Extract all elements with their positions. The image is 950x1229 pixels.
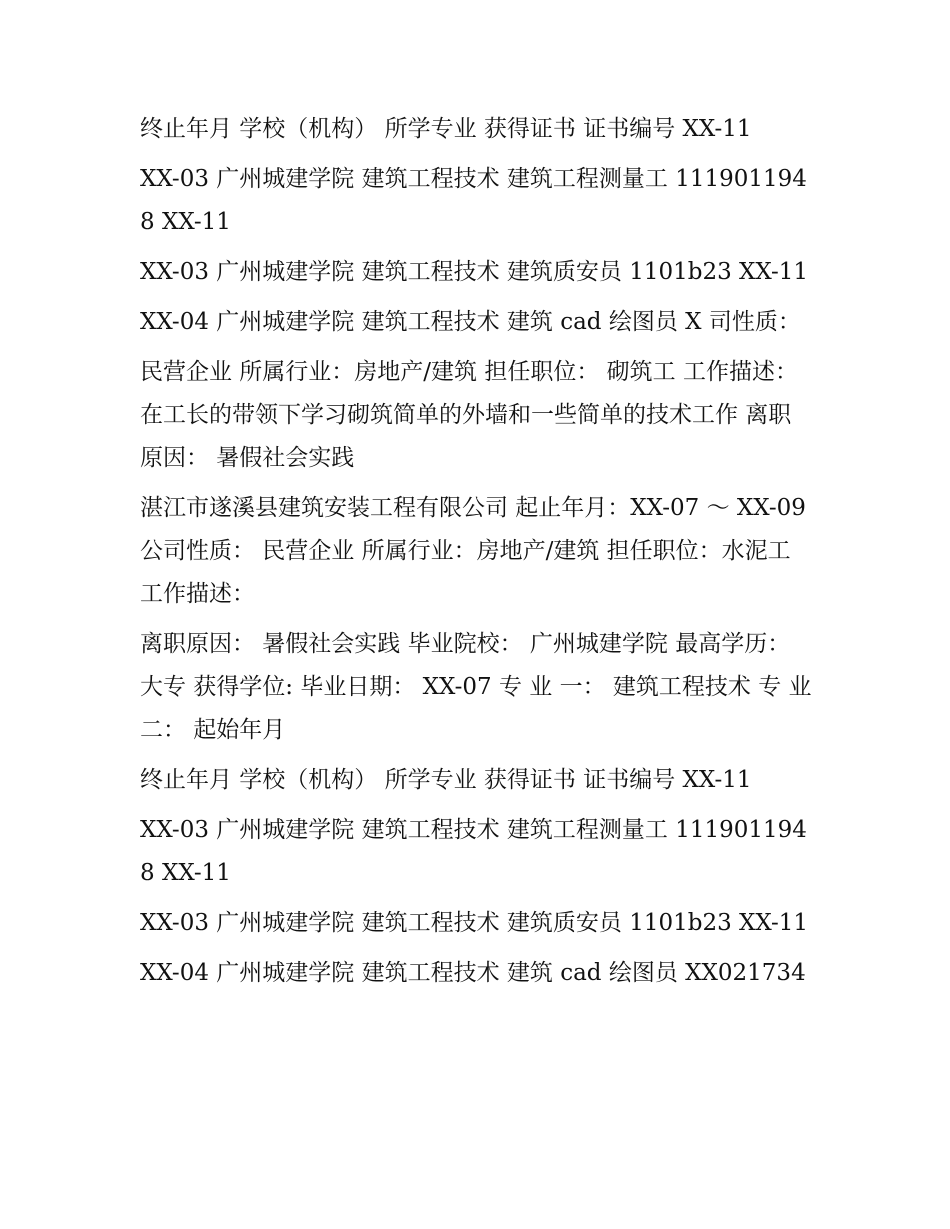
- paragraph-education-row-1-repeat: XX-03 广州城建学院 建筑工程技术 建筑工程测量工 1119011948 XX-11: [140, 817, 807, 886]
- paragraph-education-row-2-repeat: XX-03 广州城建学院 建筑工程技术 建筑质安员 1101b23 XX-11: [140, 910, 809, 936]
- document-body: [140, 108, 812, 1002]
- paragraph-education-row-3: XX-04 广州城建学院 建筑工程技术 建筑 cad 绘图员 X 司性质：: [140, 309, 801, 335]
- paragraph-education-header-repeat: 终止年月 学校（机构） 所学专业 获得证书 证书编号 XX-11: [140, 767, 752, 793]
- paragraph-education-row-3-repeat: XX-04 广州城建学院 建筑工程技术 建筑 cad 绘图员 XX021734: [140, 960, 806, 986]
- paragraph-job-description-2: 湛江市遂溪县建筑安装工程有限公司 起止年月：XX-07 ～ XX-09 公司性质： 民营企业 所属行业：房地产/建筑 担任职位：水泥工 工作描述：: [140, 495, 806, 607]
- paragraph-education-row-1: XX-03 广州城建学院 建筑工程技术 建筑工程测量工 1119011948 XX-11: [140, 166, 807, 235]
- paragraph-job-description-1: 民营企业 所属行业：房地产/建筑 担任职位： 砌筑工 工作描述： 在工长的带领下学习砌筑简单的外墙和一些简单的技术工作 离职原因： 暑假社会实践: [140, 359, 798, 471]
- paragraph-education-row-2: XX-03 广州城建学院 建筑工程技术 建筑质安员 1101b23 XX-11: [140, 259, 809, 285]
- paragraph-education-summary: 离职原因： 暑假社会实践 毕业院校： 广州城建学院 最高学历： 大专 获得学位: 毕业日期： XX-07 专 业 一： 建筑工程技术 专 业 二： 起始年月: [140, 631, 812, 743]
- paragraph-education-header: 终止年月 学校（机构） 所学专业 获得证书 证书编号 XX-11: [140, 116, 752, 142]
